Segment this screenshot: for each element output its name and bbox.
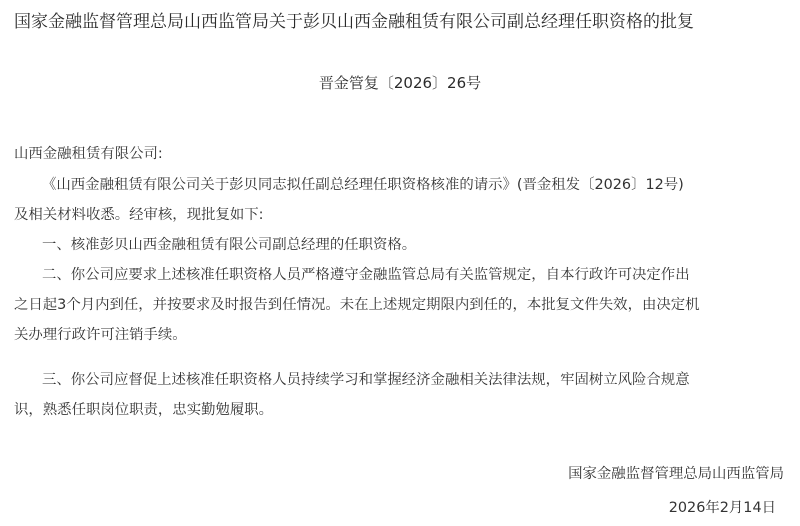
paragraph-line: 《山西金融租赁有限公司关于彭贝同志拟任副总经理任职资格核准的请示》(晋金租发〔2026〕12号) <box>42 177 684 193</box>
addressee-text: 山西金融租赁有限公司: <box>14 146 163 162</box>
document-number: 晋金管复〔2026〕26号 <box>318 74 482 92</box>
paragraph-item-one <box>14 230 794 260</box>
paragraph-line: 一、核准彭贝山西金融租赁有限公司副总经理的任职资格。 <box>42 237 417 253</box>
paragraph-request-reference <box>14 170 794 230</box>
paragraph-item-three <box>14 365 794 425</box>
document-title: 国家金融监督管理总局山西监管局关于彭贝山西金融租赁有限公司副总经理任职资格的批复 <box>14 12 694 32</box>
paragraph-line: 之日起3个月内到任，并按要求及时报告到任情况。未在上述规定期限内到任的，本批复文件失效，由决定机 <box>14 297 700 313</box>
issuer-signature: 国家金融监督管理总局山西监管局 <box>568 466 784 482</box>
addressee <box>14 139 794 169</box>
paragraph-item-two <box>14 260 794 350</box>
paragraph-line: 及相关材料收悉。经审核，现批复如下: <box>14 207 264 223</box>
paragraph-line: 关办理行政许可注销手续。 <box>14 327 187 343</box>
issue-date: 2026年2月14日 <box>668 500 776 516</box>
paragraph-line: 识，熟悉任职岗位职责，忠实勤勉履职。 <box>14 402 274 418</box>
paragraph-line: 二、你公司应要求上述核准任职资格人员严格遵守金融监管总局有关监管规定，自本行政许可决定作出 <box>42 267 690 283</box>
paragraph-line: 三、你公司应督促上述核准任职资格人员持续学习和掌握经济金融相关法律法规，牢固树立风险合规意 <box>42 372 690 388</box>
